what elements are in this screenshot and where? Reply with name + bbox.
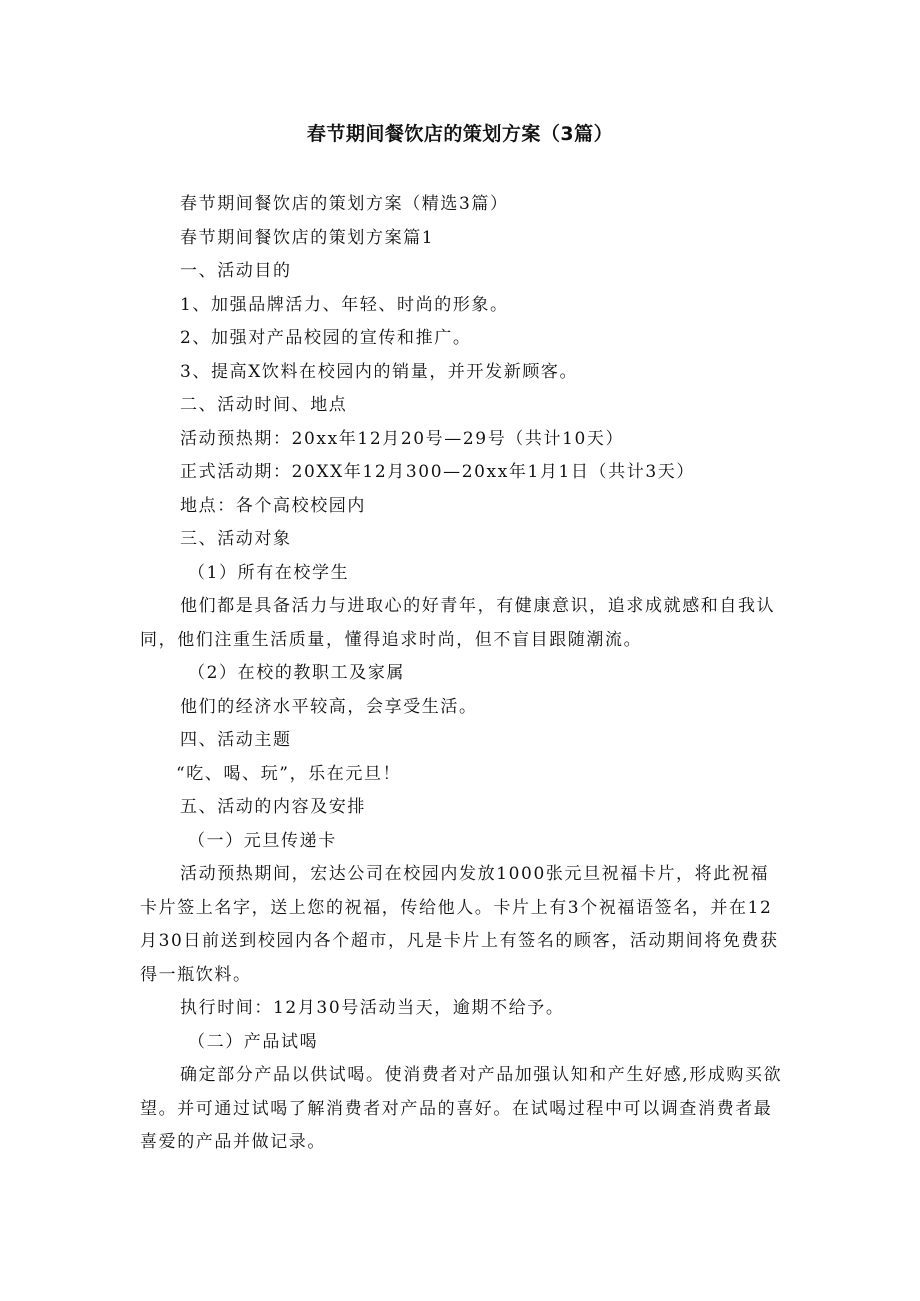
paragraph: 地点：各个高校校园内: [180, 495, 366, 516]
subsection-heading: （二）产品试喝: [188, 1031, 319, 1052]
subsection-heading: （一）元旦传递卡: [188, 830, 337, 851]
subsection-heading: （1）所有在校学生: [188, 562, 350, 583]
paragraph: “吃、喝、玩”，乐在元旦！: [176, 763, 402, 784]
paragraph: 活动预热期间，宏达公司在校园内发放1000张元旦祝福卡片，将此祝福卡片签上名字，送上您的祝福，传给他人。卡片上有3个祝福语签名，并在12月30日前送到校园内各个超市，凡是卡片上有签名的顾客，活动期间将免费获得一瓶饮料。: [140, 864, 779, 985]
paragraph: 1、加强品牌活力、年轻、时尚的形象。: [180, 294, 509, 315]
paragraph: 执行时间：12月30号活动当天，逾期不给予。: [180, 998, 565, 1018]
paragraph: 春节期间餐饮店的策划方案（精选3篇）: [180, 194, 509, 214]
document-title: 春节期间餐饮店的策划方案（3篇）: [306, 123, 614, 145]
paragraph: 他们的经济水平较高，会享受生活。: [180, 696, 478, 717]
paragraph: 2、加强对产品校园的宣传和推广。: [180, 328, 472, 348]
section-heading: 二、活动时间、地点: [180, 395, 348, 415]
section-heading: 五、活动的内容及安排: [180, 797, 366, 817]
paragraph: 确定部分产品以供试喝。使消费者对产品加强认知和产生好感,形成购买欲望。并可通过试喝了解消费者对产品的喜好。在试喝过程中可以调查消费者最喜爱的产品并做记录。: [140, 1065, 783, 1152]
paragraph: 正式活动期：20XX年12月300—20xx年1月1日（共计3天）: [180, 462, 695, 482]
section-heading: 三、活动对象: [180, 529, 292, 549]
paragraph: 活动预热期：20xx年12月20号—29号（共计10天）: [180, 428, 625, 449]
paragraph: 3、提高X饮料在校园内的销量，并开发新顾客。: [180, 361, 579, 382]
section-heading: 四、活动主题: [180, 730, 292, 750]
subsection-heading: （2）在校的教职工及家属: [188, 663, 406, 683]
document-body: [140, 188, 785, 1160]
paragraph: 他们都是具备活力与进取心的好青年，有健康意识，追求成就感和自我认同，他们注重生活质量，懂得追求时尚，但不盲目跟随潮流。: [140, 596, 776, 650]
section-heading: 一、活动目的: [180, 261, 292, 281]
paragraph: 春节期间餐饮店的策划方案篇1: [180, 227, 435, 248]
